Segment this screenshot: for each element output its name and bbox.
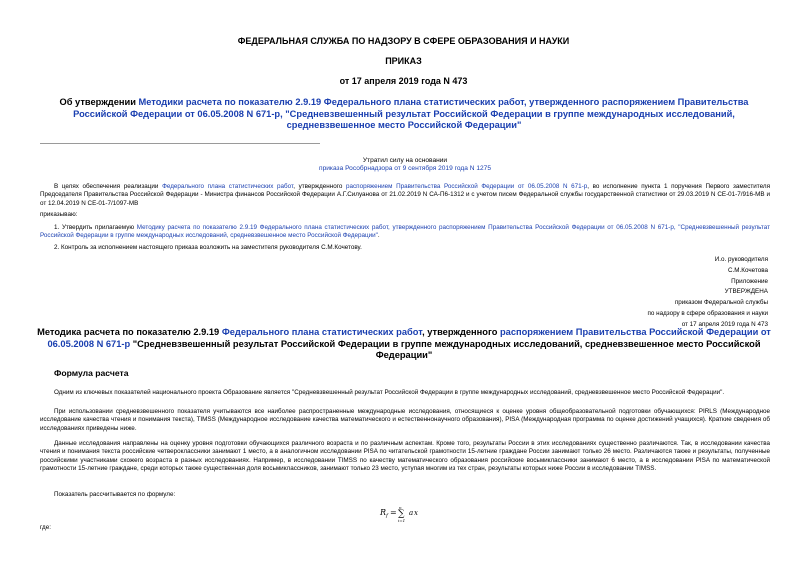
section-paragraph-3: Данные исследования направлены на оценку уровня подготовки обучающихся различного возраста и по различным аспектам. Кроме того, результаты России в этих исследованиях существенно различаются. Так, в исследовании качества чтения и понимания текста российские четвероклассники занимают 1 место, а в аналогичном исследовании PISA по читательской грамотности 15-летние граждане России занимают только 26 место. Различаются также и результаты, полученные российскими участниками схожего возраста в разных исследованиях. Например, в исследовании TIMSS по качеству математического образования российские восьмиклассники занимают 6 место, а в исследовании PISA по математической грамотности 15-летние граждане, среди которых также существенная доля восьмиклассников, занимают только 23 место, уступая многим из тех стран, результаты которых ниже России в исследовании TIMSS. [40, 440, 770, 473]
preamble-link-plan[interactable]: Федерального плана статистических работ [162, 183, 294, 190]
document-title [36, 97, 772, 132]
formula-graphic [378, 502, 438, 524]
preamble-paragraph [40, 183, 770, 208]
svg-text:n: n [399, 505, 402, 510]
section-paragraph-1: Одним из ключевых показателей национального проекта Образование является "Средневзвешенный результат Российской Федерации в группе международных исследований, средневзвешенное место Российской Федерации". [54, 389, 725, 396]
signature-role: И.о. руководителя [714, 256, 768, 263]
status-note-line1: Утратил силу на основании [362, 157, 448, 164]
where-label: где: [40, 524, 51, 531]
preamble-text-a: В целях обеспечения реализации [54, 183, 163, 190]
appendix-label: Приложение [731, 277, 768, 285]
svg-text:=: = [390, 508, 397, 517]
preamble-text-b: , утвержденного [293, 183, 347, 190]
method-title-a: Методика расчета по показателю 2.9.19 [37, 327, 222, 337]
preamble-text-c: , во исполнение пункта 1 поручения Первого заместителя Председателя Правительства Российской Федерации - Министра финансов Российской Федерации А.Г.Силуанова от 21.02.2019 N СА-П6-1312 и с учетом писем Федеральной службы государственной статистики от 29.03.2019 N СЕ-01-7/916-МВ и от 12.04.2019 N СЕ-01-7/1097-МВ [40, 183, 770, 207]
appendix-line2: по надзору в сфере образования и науки [647, 309, 768, 317]
svg-text:x: x [414, 509, 418, 517]
formula-image [378, 502, 438, 522]
svg-text:f: f [386, 513, 388, 519]
method-title-c: "Средневзвешенный результат Российской Федерации в группе международных исследований, средневзвешенное место Российской Федерации" [130, 338, 761, 360]
signature-block [500, 255, 768, 331]
method-title-link-order[interactable]: распоряжением Правительства Российской Федерации от 06.05.2008 N 671-р [47, 327, 771, 349]
divider [40, 143, 320, 144]
method-title-b: , утвержденного [422, 327, 500, 337]
svg-text:i=1: i=1 [398, 518, 406, 523]
signature-name: С.М.Кочетова [728, 266, 768, 274]
section-paragraph-2: При использовании средневзвешенного показателя учитываются все наиболее распространенные международные исследования, относящиеся к оценке уровня общеобразовательной подготовки обучающихся: PIRLS (Международное исследование качества чтения и понимания текста), TIMSS (Международное исследование качества математического и естественнонаучного образования), PISA (Международная программа по оценке достижений учащихся). Краткие сведения об исследованиях приведены ниже. [40, 408, 770, 432]
order-word: приказываю: [40, 211, 78, 218]
svg-text:R: R [380, 508, 387, 517]
section-paragraph-4: Показатель рассчитывается по формуле: [54, 491, 176, 498]
svg-text:a: a [409, 509, 414, 517]
item-2: 2. Контроль за исполнением настоящего приказа возложить на заместителя руководителя С.М.Кочетову. [54, 244, 362, 251]
method-title [36, 327, 772, 362]
section-heading: Формула расчета [54, 368, 129, 378]
status-note-link[interactable]: приказа Рособрнадзора от 9 сентября 2019 года N 1275 [319, 165, 491, 173]
item-1-text-a: 1. Утвердить прилагаемую [54, 224, 137, 231]
title-link[interactable]: Методики расчета по показателю 2.9.19 Федерального плана статистических работ, утвержденного распоряжением Правительства Российской Федерации от 06.05.2008 N 671-р, "Средневзвешенный результат Российской Федерации в группе международных исследований, средневзвешенное место Российской Федерации" [73, 97, 749, 130]
item-1-link[interactable]: Методику расчета по показателю 2.9.19 Федерального плана статистических работ, утвержденного распоряжением Правительства Российской Федерации от 06.05.2008 N 671-р, "Средневзвешенный результат Российской Федерации в группе международных исследований, средневзвешенное место Российской Федерации" [40, 224, 770, 240]
doc-type: ПРИКАЗ [385, 56, 422, 66]
preamble-link-order[interactable]: распоряжением Правительства Российской Федерации от 06.05.2008 N 671-р [346, 183, 588, 190]
appendix-line1: приказом Федеральной службы [674, 299, 768, 307]
title-prefix: Об утверждении [59, 97, 139, 107]
status-note [280, 157, 530, 174]
item-1 [40, 224, 770, 241]
method-title-link-plan[interactable]: Федерального плана статистических работ [221, 327, 423, 337]
agency-name: ФЕДЕРАЛЬНАЯ СЛУЖБА ПО НАДЗОРУ В СФЕРЕ ОБРАЗОВАНИЯ И НАУКИ [237, 36, 570, 46]
svg-text:∑: ∑ [398, 509, 405, 519]
item-1-text-b: . [377, 232, 380, 240]
doc-date-number: от 17 апреля 2019 года N 473 [339, 76, 468, 86]
approved-label: УТВЕРЖДЕНА [724, 288, 768, 296]
appendix-line3: от 17 апреля 2019 года N 473 [681, 320, 768, 328]
